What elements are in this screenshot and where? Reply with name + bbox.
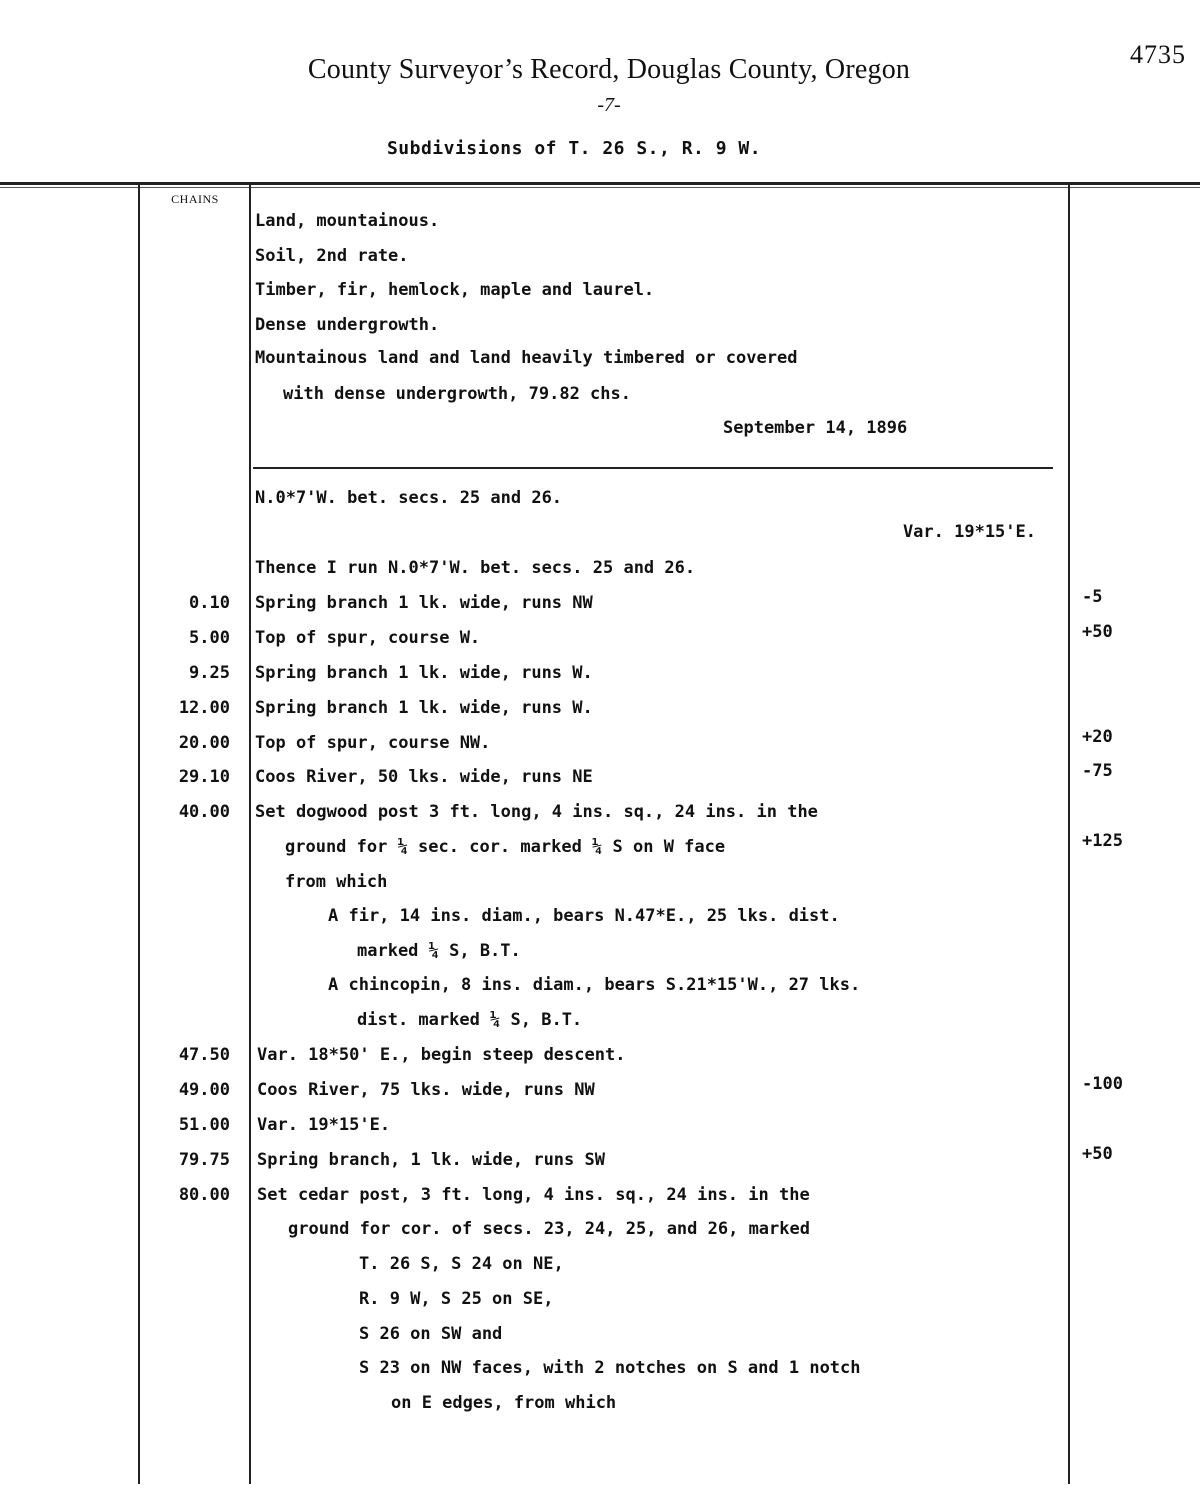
description-line: Land, mountainous.	[255, 211, 440, 231]
elevation-value: +20	[1082, 727, 1113, 747]
entry-text: Spring branch, 1 lk. wide, runs SW	[257, 1150, 605, 1170]
chain-value: 20.00	[178, 733, 230, 753]
table-row	[0, 1074, 1200, 1108]
elevation-value: +50	[1082, 622, 1113, 642]
entry-text: ground for ¼ sec. cor. marked ¼ S on W face	[285, 837, 726, 857]
table-row	[0, 692, 1200, 726]
survey-date: September 14, 1896	[723, 418, 908, 438]
entry-text: A fir, 14 ins. diam., bears N.47*E., 25 lks. dist.	[328, 906, 840, 926]
description-line: Dense undergrowth.	[255, 315, 440, 335]
table-row	[0, 1318, 1200, 1352]
elevation-value: +50	[1082, 1144, 1113, 1164]
entry-text: Top of spur, course NW.	[255, 733, 491, 753]
table-row	[0, 900, 1200, 934]
magnetic-variation: Var. 19*15'E.	[902, 522, 1036, 542]
page-title: County Surveyor’s Record, Douglas County, Oregon	[307, 54, 911, 85]
table-row	[0, 969, 1200, 1003]
section-divider	[253, 467, 1053, 469]
entry-text: Coos River, 75 lks. wide, runs NW	[257, 1080, 595, 1100]
entry-text: T. 26 S, S 24 on NE,	[359, 1254, 564, 1274]
entry-text: Spring branch 1 lk. wide, runs NW	[255, 593, 593, 613]
entry-text: on E edges, from which	[391, 1393, 617, 1413]
thence-text: Thence I run N.0*7'W. bet. secs. 25 and 26.	[255, 558, 696, 578]
table-row	[0, 1144, 1200, 1178]
table-row	[0, 866, 1200, 900]
description-line: Soil, 2nd rate.	[255, 246, 409, 266]
table-row	[0, 1004, 1200, 1038]
line-heading-row	[0, 482, 1200, 516]
entry-text: from which	[285, 872, 388, 892]
table-row	[0, 1387, 1200, 1421]
description-line: Mountainous land and land heavily timbered or covered	[255, 348, 798, 368]
elevation-value: -5	[1082, 587, 1103, 607]
entry-text: Var. 18*50' E., begin steep descent.	[257, 1045, 626, 1065]
entry-text: Var. 19*15'E.	[257, 1115, 391, 1135]
entry-text: Set cedar post, 3 ft. long, 4 ins. sq., 24 ins. in the	[257, 1185, 810, 1205]
survey-date-row	[0, 412, 1200, 446]
table-row	[0, 1109, 1200, 1143]
chain-value: 29.10	[178, 767, 230, 787]
thence-row	[0, 552, 1200, 586]
entry-text: S 23 on NW faces, with 2 notches on S and 1 notch	[359, 1358, 861, 1378]
entry-text: Set dogwood post 3 ft. long, 4 ins. sq., 24 ins. in the	[255, 802, 818, 822]
table-row	[0, 761, 1200, 795]
table-row	[0, 1039, 1200, 1073]
elevation-value: -100	[1082, 1074, 1123, 1094]
chains-column-header: CHAINS	[171, 192, 219, 206]
entry-text: ground for cor. of secs. 23, 24, 25, and 26, marked	[288, 1219, 810, 1239]
elevation-value: +125	[1082, 831, 1123, 851]
top-rule	[0, 182, 1200, 185]
table-row	[0, 1352, 1200, 1386]
chain-value: 49.00	[178, 1080, 230, 1100]
table-row	[0, 727, 1200, 761]
table-row	[0, 1179, 1200, 1213]
chain-value: 0.10	[189, 593, 230, 613]
line-heading: N.0*7'W. bet. secs. 25 and 26.	[255, 488, 563, 508]
elevation-value: -75	[1082, 761, 1113, 781]
entry-text: Top of spur, course W.	[255, 628, 481, 648]
entry-text: Spring branch 1 lk. wide, runs W.	[255, 663, 593, 683]
variation-row	[0, 516, 1200, 550]
page-subtitle: Subdivisions of T. 26 S., R. 9 W.	[386, 138, 762, 159]
description-line: with dense undergrowth, 79.82 chs.	[283, 384, 631, 404]
table-row	[0, 1213, 1200, 1247]
entry-text: Coos River, 50 lks. wide, runs NE	[255, 767, 593, 787]
entry-text: Spring branch 1 lk. wide, runs W.	[255, 698, 593, 718]
chain-value: 79.75	[178, 1150, 230, 1170]
entry-text: S 26 on SW and	[359, 1324, 503, 1344]
chain-value: 40.00	[178, 802, 230, 822]
chain-value: 80.00	[178, 1185, 230, 1205]
page-number: 4735	[1130, 40, 1186, 69]
chain-value: 12.00	[178, 698, 230, 718]
chain-value: 5.00	[189, 628, 230, 648]
chain-value: 9.25	[189, 663, 230, 683]
page-index: -7-	[597, 94, 621, 116]
description-line: Timber, fir, hemlock, maple and laurel.	[255, 280, 655, 300]
table-row	[0, 657, 1200, 691]
table-row	[0, 831, 1200, 865]
table-row	[0, 1248, 1200, 1282]
chain-value: 51.00	[178, 1115, 230, 1135]
table-row	[0, 1283, 1200, 1317]
table-row	[0, 587, 1200, 621]
chain-value: 47.50	[178, 1045, 230, 1065]
entry-text: dist. marked ¼ S, B.T.	[357, 1010, 583, 1030]
top-rule-thin	[0, 187, 1200, 188]
table-row	[0, 796, 1200, 830]
entry-text: R. 9 W, S 25 on SE,	[359, 1289, 554, 1309]
entry-text: A chincopin, 8 ins. diam., bears S.21*15'W., 27 lks.	[328, 975, 861, 995]
table-row	[0, 622, 1200, 656]
entry-text: marked ¼ S, B.T.	[357, 941, 521, 961]
table-row	[0, 935, 1200, 969]
